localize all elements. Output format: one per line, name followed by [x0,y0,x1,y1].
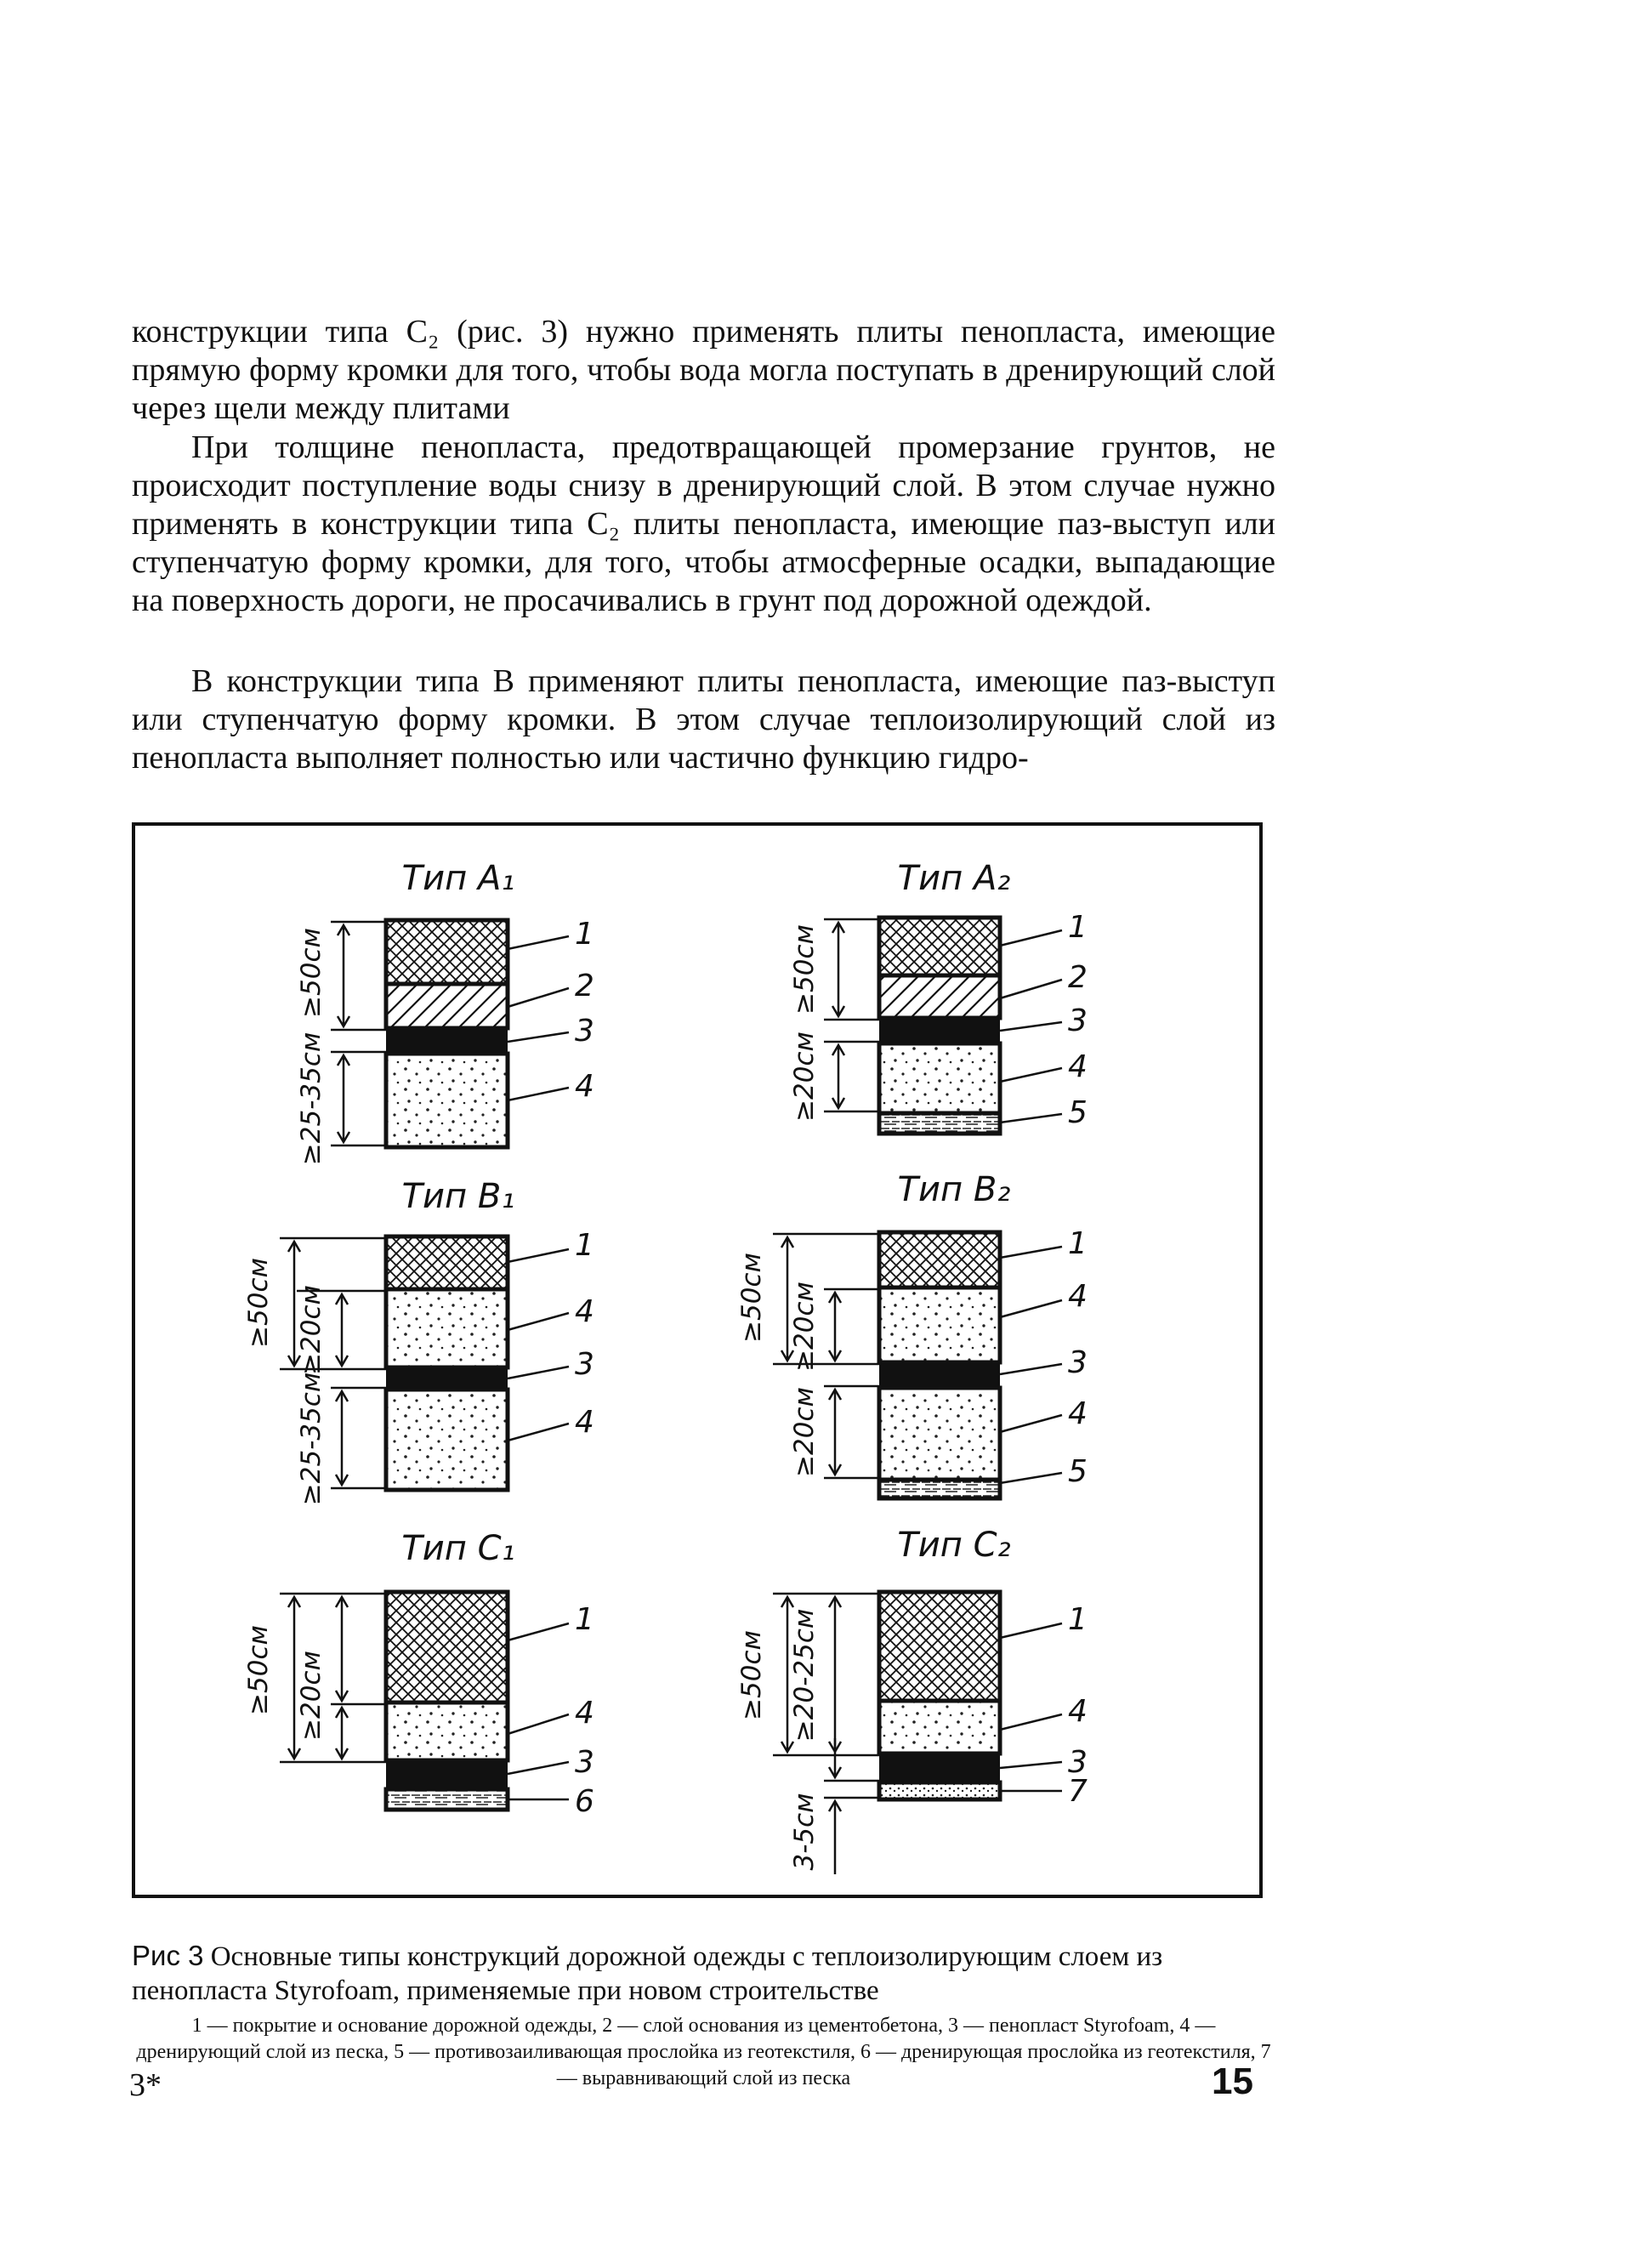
figure-road-constructions [132,822,1263,1898]
layer-sand [386,1702,508,1760]
layer-number: 3 [575,1347,594,1382]
layer-foam [879,1754,1000,1782]
dim-label: ≥20см [789,1032,820,1122]
panel-b2 [736,1170,1088,1498]
dim-label: ≥25-35см [296,1372,327,1506]
layer-number: 4 [1068,1694,1088,1729]
page-number: 15 [1212,2061,1253,2102]
layer-foam [386,1028,508,1054]
layer-geotextile [386,1789,508,1810]
layer-sand [386,1289,508,1367]
layer-number: 1 [1068,1226,1088,1261]
panel-b1-title: Тип B₁ [401,1177,515,1216]
panel-a1 [296,859,594,1165]
layer-leveling-sand [879,1782,1000,1799]
dim-label: ≥20см [789,1387,820,1477]
layer-pavement [386,1236,508,1289]
panel-a2-title: Тип A₂ [897,859,1011,898]
panel-c1-title: Тип C₁ [401,1529,515,1568]
body-paragraph-2: При толщине пенопласта, предотвращающей промерзание грунтов, не происходит поступление воды снизу в дренирующий слой. В этом случае нужно применять в конструкции типа С₂ плиты пенопласта, имеющие паз-выступ или ступенчатую форму кромки, для того, чтобы атмосферные осадки, выпадающие на поверхность дороги, не просачивались в грунт под дорожной одеждой. [132,429,1275,618]
panel-a2 [789,859,1088,1134]
signature-mark: 3* [129,2067,162,2103]
dim-label: ≥50см [789,924,820,1015]
panel-b1 [243,1177,594,1505]
layer-number: 4 [1068,1049,1088,1084]
dim-label: ≥20см [296,1651,327,1741]
caption-label: Рис 3 [132,1940,204,1971]
panel-c1 [243,1529,594,1819]
layer-number: 3 [1068,1345,1088,1380]
layer-pavement [879,1592,1000,1701]
dim-label: ≥50см [296,928,327,1018]
layer-sand [386,1054,508,1147]
dim-label: ≥50см [243,1258,274,1348]
panel-c2-title: Тип C₂ [897,1526,1011,1565]
layer-pavement [386,920,508,984]
layer-number: 6 [575,1784,594,1819]
body-paragraph-3: В конструкции типа В применяют плиты пенопласта, имеющие паз-выступ или ступенчатую форму кромки. В этом случае теплоизолирующий слой из пенопласта выполняет полностью или частично функцию гидро- [132,663,1275,776]
layer-number: 7 [1068,1774,1088,1809]
caption-legend: 1 — покрытие и основание дорожной одежды, 2 — слой основания из цементобетона, 3 — пенопласт Styrofoam, 4 — дренирующий слой из песка, 5 — противозаиливающая прослойка из геотекстиля, 6 — дренирующая прослойка из геотекстиля, 7 — выравнивающий слой из песка [136,2015,1271,2089]
layer-sand [879,1388,1000,1480]
dim-label: ≥50см [736,1253,767,1343]
figure-caption [132,1939,1275,2008]
panel-c2 [736,1526,1088,1874]
layer-foam [879,1362,1000,1388]
layer-number: 2 [1068,960,1088,995]
layer-geotextile [879,1113,1000,1134]
dim-label: ≥50см [243,1625,274,1715]
dim-label: ≥25-35см [296,1032,327,1166]
layer-number: 1 [575,1228,594,1263]
layer-sand [386,1390,508,1490]
layer-number: 4 [1068,1396,1088,1431]
layer-number: 4 [575,1696,594,1731]
layer-number: 3 [575,1014,594,1049]
layer-number: 5 [1068,1095,1088,1130]
layer-number: 3 [575,1745,594,1780]
layer-number: 1 [575,1602,594,1637]
layer-foam [386,1760,508,1789]
panel-a1-title: Тип A₁ [401,859,515,898]
layer-number: 4 [575,1069,594,1104]
layer-number: 1 [575,917,594,952]
layer-number: 1 [1068,910,1088,945]
layer-foam [386,1367,508,1390]
dim-label: ≥20-25см [789,1608,820,1742]
layer-number: 3 [1068,1003,1088,1038]
layer-pavement [879,918,1000,975]
dim-label: 3-5см [789,1793,820,1871]
dim-label: ≥50см [736,1630,767,1720]
dim-label: ≥20см [296,1285,327,1375]
layer-sand [879,1287,1000,1362]
layer-sand [879,1701,1000,1754]
layer-pavement [879,1232,1000,1287]
layer-number: 4 [1068,1279,1088,1314]
caption-text: Основные типы конструкций дорожной одежды с теплоизолирующим слоем из пенопласта Styrofoam, применяемые при новом строительстве [132,1941,1163,2006]
layer-pavement [386,1592,508,1702]
layer-number: 3 [1068,1745,1088,1780]
layer-number: 5 [1068,1454,1088,1489]
layer-geotextile [879,1480,1000,1498]
layer-number: 4 [575,1405,594,1440]
dim-label: ≥20см [789,1282,820,1372]
layer-number: 4 [575,1294,594,1329]
layer-number: 2 [575,969,594,1003]
layer-foam [879,1018,1000,1043]
layer-cement-concrete [879,975,1000,1018]
panel-b2-title: Тип B₂ [897,1170,1011,1209]
layer-number: 1 [1068,1602,1088,1637]
layer-sand [879,1043,1000,1113]
body-paragraph-1: конструкции типа С₂ (рис. 3) нужно применять плиты пенопласта, имеющие прямую форму кромки для того, чтобы вода могла поступать в дренирующий слой через щели между плитами [132,314,1275,426]
layer-cement-concrete [386,984,508,1028]
